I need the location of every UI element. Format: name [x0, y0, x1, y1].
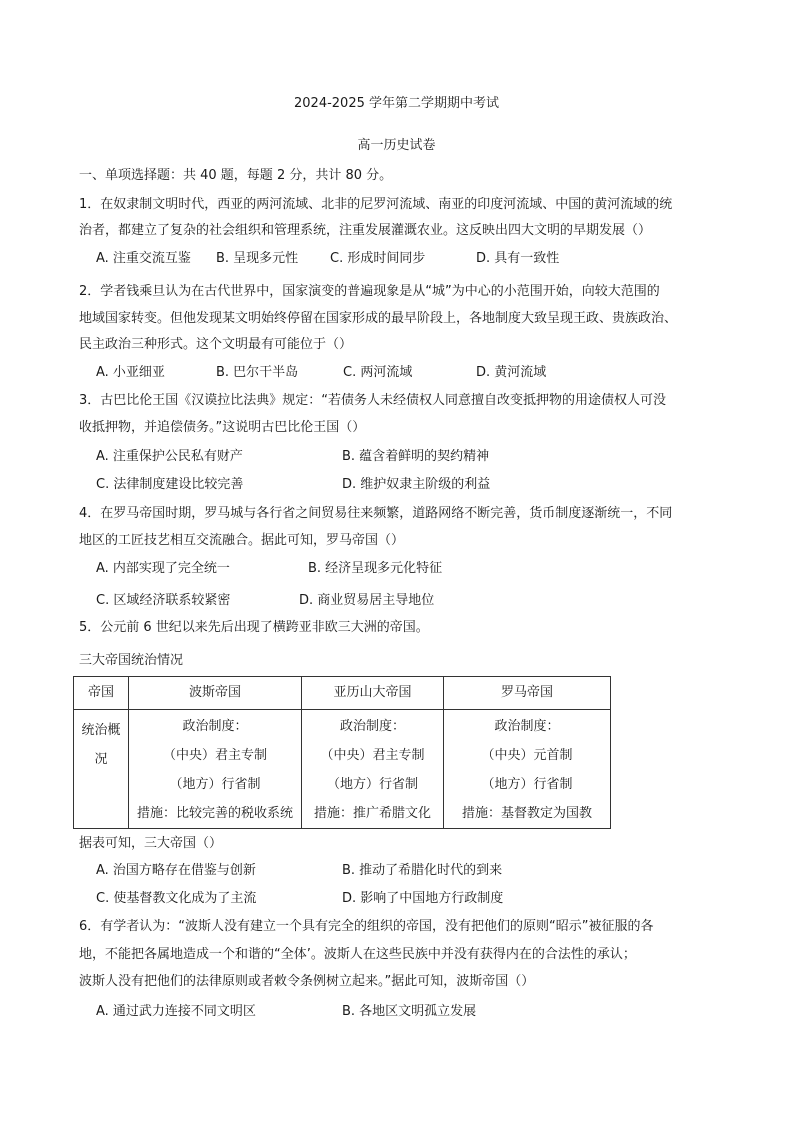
- q5-line1: 5．公元前 6 世纪以来先后出现了横跨亚非欧三大洲的帝国。: [79, 620, 429, 635]
- cell-line: （中央）元首制: [481, 748, 573, 763]
- header-cell-empire: 帝国: [74, 677, 129, 710]
- cell-line: （地方）行省制: [326, 777, 418, 792]
- q1-option-d: D. 具有一致性: [476, 251, 560, 266]
- q3-option-b: B. 蕴含着鲜明的契约精神: [342, 449, 490, 464]
- q2-line3: 民主政治三种形式。这个文明最有可能位于（）: [79, 337, 353, 352]
- cell-line: 措施：推广希腊文化: [313, 806, 431, 821]
- q5-stem: 据表可知，三大帝国（）: [79, 836, 223, 851]
- header-cell-alexander: 亚历山大帝国: [302, 677, 444, 710]
- table-caption: 三大帝国统治情况: [79, 653, 184, 668]
- cell-line: 政治制度：: [339, 719, 405, 734]
- q1-option-c: C. 形成时间同步: [330, 251, 426, 266]
- q2-option-a: A. 小亚细亚: [96, 365, 165, 380]
- q4-option-a: A. 内部实现了完全统一: [96, 561, 230, 576]
- roman-cell: [444, 710, 611, 829]
- alexander-cell: [302, 710, 444, 829]
- q6-option-a: A. 通过武力连接不同文明区: [96, 1004, 256, 1019]
- q1-option-b: B. 呈现多元性: [216, 251, 299, 266]
- q3-option-c: C. 法律制度建设比较完善: [96, 477, 244, 492]
- q5-option-c: C. 使基督教文化成为了主流: [96, 891, 257, 906]
- q6-line2: 地，不能把各属地造成一个和谐的“全体’。波斯人在这些民族中并没有获得内在的合法性的承认；: [79, 947, 636, 962]
- q5-option-b: B. 推动了希腊化时代的到来: [342, 863, 503, 878]
- q6-line3: 波斯人没有把他们的法律原则或者敕令条例树立起来。”据此可知，波斯帝国（）: [79, 974, 535, 989]
- q3-line1: 3．古巴比伦王国《汉谟拉比法典》规定：“若债务人未经债权人同意擅自改变抵押物的用途债权人可没: [79, 393, 667, 408]
- cell-line: （中央）君主专制: [162, 748, 267, 763]
- q3-option-a: A. 注重保护公民私有财产: [96, 449, 243, 464]
- q3-line2: 收抵押物，并追偿债务。”这说明古巴比伦王国（）: [79, 420, 366, 435]
- persian-cell: [129, 710, 302, 829]
- q6-line1: 6．有学者认为：“波斯人没有建立一个具有完全的组织的帝国，没有把他们的原则“昭示”被征服的各: [79, 919, 654, 934]
- q1-line2: 治者，都建立了复杂的社会组织和管理系统，注重发展灌溉农业。这反映出四大文明的早期发展（）: [79, 223, 652, 238]
- q2-option-b: B. 巴尔干半岛: [216, 365, 299, 380]
- q3-option-d: D. 维护奴隶主阶级的利益: [342, 477, 491, 492]
- q1-line1: 1．在奴隶制文明时代，西亚的两河流域、北非的尼罗河流域、南亚的印度河流域、中国的黄河流域的统: [79, 197, 673, 212]
- cell-line: 政治制度：: [494, 719, 560, 734]
- row-label-line: 统治概: [81, 723, 121, 738]
- header-cell-roman: 罗马帝国: [444, 677, 611, 710]
- q4-option-c: C. 区域经济联系较紧密: [96, 593, 231, 608]
- q4-line1: 4．在罗马帝国时期，罗马城与各行省之间贸易往来频繁，道路网络不断完善，货币制度逐渐统一，不同: [79, 506, 673, 521]
- cell-line: （地方）行省制: [481, 777, 573, 792]
- empires-table: [73, 676, 611, 829]
- q6-option-b: B. 各地区文明孤立发展: [342, 1004, 477, 1019]
- table-body-row: [74, 710, 611, 829]
- q1-option-a: A. 注重交流互鉴: [96, 251, 191, 266]
- exam-title: 2024-2025 学年第二学期期中考试: [294, 96, 499, 111]
- q4-option-d: D. 商业贸易居主导地位: [299, 593, 435, 608]
- q2-line2: 地域国家转变。但他发现某文明始终停留在国家形成的最早阶段上，各地制度大致呈现王政、贵族政治、: [79, 311, 678, 326]
- q4-line2: 地区的工匠技艺相互交流融合。据此可知，罗马帝国（）: [79, 533, 405, 548]
- exam-subtitle: 高一历史试卷: [357, 138, 436, 153]
- section-heading: 一、单项选择题：共 40 题，每题 2 分，共计 80 分。: [79, 168, 393, 183]
- q5-option-d: D. 影响了中国地方行政制度: [342, 891, 504, 906]
- cell-line: 措施：比较完善的税收系统: [136, 806, 293, 821]
- cell-line: （中央）君主专制: [320, 748, 425, 763]
- header-cell-persian: 波斯帝国: [129, 677, 302, 710]
- cell-line: （地方）行省制: [169, 777, 261, 792]
- row-label-cell: [74, 710, 129, 829]
- q2-line1: 2．学者钱乘旦认为在古代世界中，国家演变的普遍现象是从“城”为中心的小范围开始，向较大范围的: [79, 284, 660, 299]
- q4-option-b: B. 经济呈现多元化特征: [308, 561, 443, 576]
- q2-option-c: C. 两河流域: [343, 365, 413, 380]
- cell-line: 政治制度：: [182, 719, 248, 734]
- table-header-row: [74, 677, 611, 710]
- q5-option-a: A. 治国方略存在借鉴与创新: [96, 863, 256, 878]
- cell-line: 措施：基督教定为国教: [461, 806, 592, 821]
- q2-option-d: D. 黄河流域: [476, 365, 547, 380]
- row-label-line: 况: [94, 752, 108, 767]
